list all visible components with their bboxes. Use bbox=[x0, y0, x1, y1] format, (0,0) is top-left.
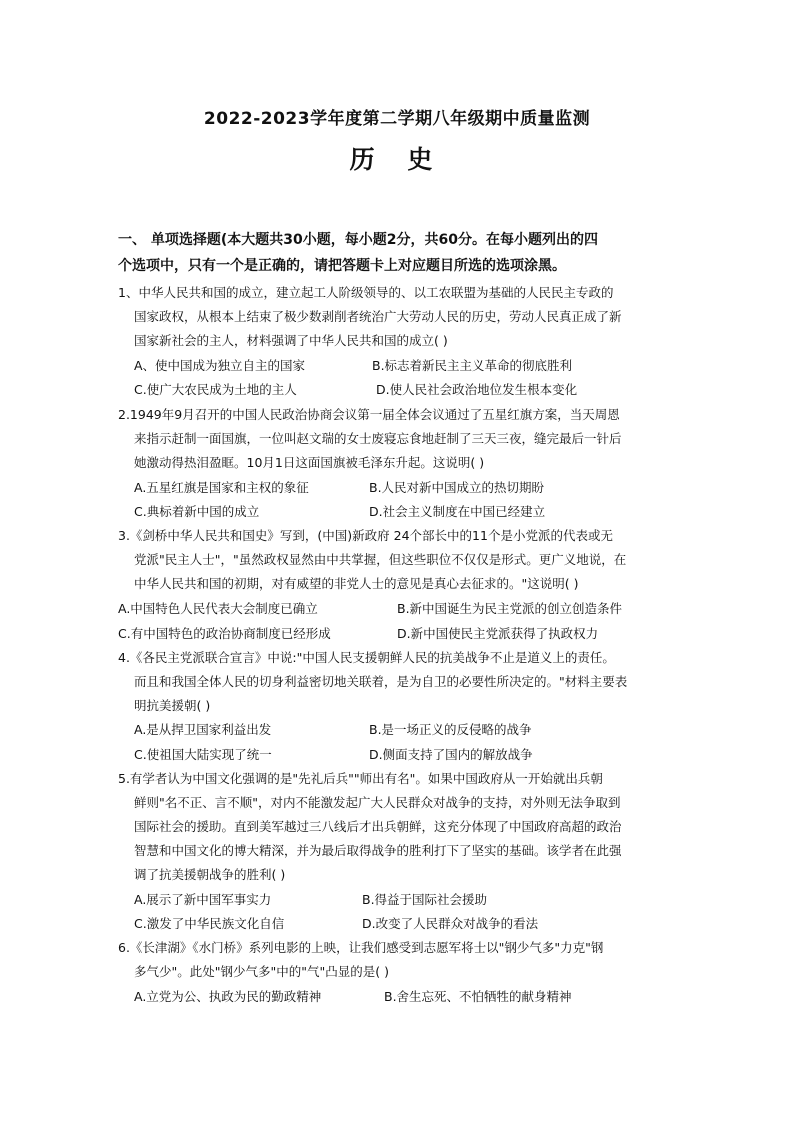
question-2-option-c: C.典标着新中国的成立 bbox=[134, 504, 260, 519]
question-5-option-a: A.展示了新中国军事实力 bbox=[134, 892, 272, 907]
question-3-option-d: D.新中国使民主党派获得了执政权力 bbox=[397, 626, 599, 641]
question-4-line-1: 4.《各民主党派联合宣言》中说:"中国人民支援朝鲜人民的抗美战争不止是道义上的责任。 bbox=[118, 650, 615, 665]
question-5-line-4: 智慧和中国文化的博大精深，并为最后取得战争的胜利打下了坚实的基础。该学者在此强 bbox=[134, 843, 622, 858]
subject-title: 历 史 bbox=[349, 145, 445, 174]
exam-title: 2022-2023学年度第二学期八年级期中质量监测 bbox=[203, 109, 591, 129]
question-1-option-d: D.使人民社会政治地位发生根本变化 bbox=[376, 382, 578, 397]
question-2-option-a: A.五星红旗是国家和主权的象征 bbox=[134, 480, 309, 495]
question-4-line-2: 而且和我国全体人民的切身利益密切地关联着，是为自卫的必要性所决定的。"材料主要表 bbox=[134, 674, 628, 689]
question-3-line-3: 中华人民共和国的初期，对有威望的非党人士的意见是真心去征求的。"这说明( ) bbox=[134, 576, 579, 591]
question-1-option-c: C.使广大农民成为土地的主人 bbox=[134, 382, 297, 397]
question-5-option-c: C.激发了中华民族文化自信 bbox=[134, 916, 285, 931]
question-6-line-1: 6.《长津湖》《水门桥》系列电影的上映，让我们感受到志愿军将士以"钢少气多"力克"钢 bbox=[118, 940, 604, 955]
question-4-option-d: D.侧面支持了国内的解放战争 bbox=[369, 747, 533, 762]
question-5-line-2: 鲜则"名不正、言不顺"，对内不能激发起广大人民群众对战争的支持，对外则无法争取到 bbox=[134, 795, 621, 810]
section-heading-line1: 一、 单项选择题(本大题共30小题，每小题2分，共60分。在每小题列出的四 bbox=[118, 232, 598, 248]
question-5-line-3: 国际社会的援助。直到美军越过三八线后才出兵朝鲜，这充分体现了中国政府高超的政治 bbox=[134, 819, 622, 834]
question-1-line-1: 1、中华人民共和国的成立，建立起工人阶级领导的、以工农联盟为基础的人民民主专政的 bbox=[118, 285, 614, 300]
question-3-option-b: B.新中国诞生为民主党派的创立创造条件 bbox=[397, 601, 623, 616]
question-4-line-3: 明抗美援朝( ) bbox=[134, 698, 211, 713]
question-2-option-d: D.社会主义制度在中国已经建立 bbox=[369, 504, 546, 519]
question-3-line-2: 党派"民主人士"，"虽然政权显然由中共掌握，但这些职位不仅仅是形式。更广义地说，在 bbox=[134, 552, 627, 567]
question-5-line-5: 调了抗美援朝战争的胜利( ) bbox=[134, 867, 286, 882]
question-2-line-1: 2.1949年9月召开的中国人民政治协商会议第一届全体会议通过了五星红旗方案，当天周恩 bbox=[118, 407, 620, 422]
question-6-line-2: 多气少"。此处"钢少气多"中的"气"凸显的是( ) bbox=[134, 964, 389, 979]
question-5-line-1: 5.有学者认为中国文化强调的是"先礼后兵""师出有名"。如果中国政府从一开始就出兵朝 bbox=[118, 771, 603, 786]
question-4-option-a: A.是从捍卫国家利益出发 bbox=[134, 722, 272, 737]
question-5-option-b: B.得益于国际社会援助 bbox=[362, 892, 488, 907]
question-2-line-2: 来指示赶制一面国旗，一位叫赵文瑞的女士废寝忘食地赶制了三天三夜，缝完最后一针后 bbox=[134, 431, 622, 446]
question-2-line-3: 她激动得热泪盈眶。10月1日这面国旗被毛泽东升起。这说明( ) bbox=[134, 455, 485, 470]
question-2-option-b: B.人民对新中国成立的热切期盼 bbox=[369, 480, 545, 495]
question-4-option-b: B.是一场正义的反侵略的战争 bbox=[369, 722, 532, 737]
question-6-option-a: A.立党为公、执政为民的勤政精神 bbox=[134, 989, 322, 1004]
question-4-option-c: C.使祖国大陆实现了统一 bbox=[134, 747, 272, 762]
question-3-line-1: 3.《剑桥中华人民共和国史》写到，(中国)新政府 24个部长中的11个是小党派的代表或无 bbox=[118, 528, 613, 543]
question-1-option-b: B.标志着新民主主义革命的彻底胜利 bbox=[372, 358, 573, 373]
question-1-option-a: A、使中国成为独立自主的国家 bbox=[134, 358, 306, 373]
section-heading-line2: 个选项中，只有一个是正确的，请把答题卡上对应题目所选的选项涂黑。 bbox=[118, 258, 566, 274]
question-5-option-d: D.改变了人民群众对战争的看法 bbox=[362, 916, 539, 931]
question-1-line-2: 国家政权，从根本上结束了极少数剥削者统治广大劳动人民的历史，劳动人民真正成了新 bbox=[134, 309, 622, 324]
question-3-option-a: A.中国特色人民代表大会制度已确立 bbox=[118, 601, 318, 616]
question-3-option-c: C.有中国特色的政治协商制度已经形成 bbox=[118, 626, 331, 641]
question-6-option-b: B.舍生忘死、不怕牺牲的献身精神 bbox=[384, 989, 572, 1004]
question-1-line-3: 国家新社会的主人，材料强调了中华人民共和国的成立( ) bbox=[134, 333, 448, 348]
